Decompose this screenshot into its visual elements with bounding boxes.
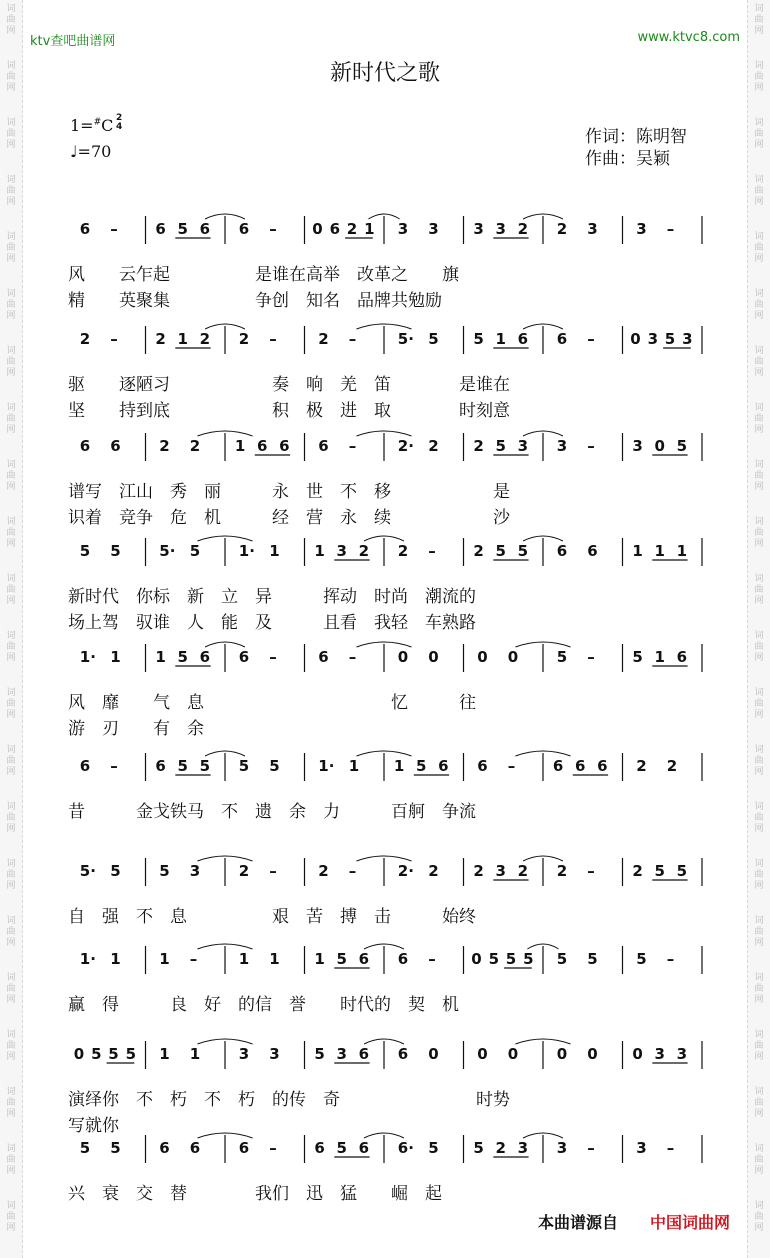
note: 0: [507, 1045, 519, 1063]
note: 6: [397, 1045, 409, 1063]
watermark-glyphs-right: 词 曲 网: [754, 61, 764, 93]
note: –: [428, 542, 436, 560]
note: 3: [336, 542, 347, 560]
note: 3: [636, 1139, 647, 1157]
key-signature: [70, 116, 113, 135]
note: 0: [477, 648, 488, 666]
note: 5·: [79, 862, 96, 880]
watermark-glyphs-right: 词 曲 网: [754, 916, 764, 948]
note: 3: [676, 1045, 688, 1063]
note: 2: [397, 542, 409, 560]
note: –: [587, 437, 595, 455]
note: 6: [199, 220, 211, 238]
watermark-glyphs-right: 词 曲 网: [754, 745, 764, 777]
watermark-glyphs-right: 词 曲 网: [754, 1087, 764, 1119]
watermark-glyphs-left: 词 曲 网: [6, 61, 16, 93]
watermark-glyphs-right: 词 曲 网: [754, 1144, 764, 1176]
watermark-glyphs-left: 词 曲 网: [6, 1144, 16, 1176]
note: –: [269, 1139, 277, 1157]
note: 6·: [397, 1139, 414, 1157]
note: 6: [358, 1139, 370, 1157]
note: 5: [159, 862, 170, 880]
note: 2: [159, 437, 170, 455]
note: –: [348, 862, 357, 880]
note: 5: [189, 542, 201, 560]
note: 0: [507, 648, 519, 666]
watermark-glyphs-right: 词 曲 网: [754, 517, 764, 549]
watermark-glyphs-right: 词 曲 网: [754, 232, 764, 264]
note: 5: [79, 542, 91, 560]
note: 1·: [238, 542, 255, 560]
note: 6: [552, 757, 564, 775]
note: 1: [654, 648, 665, 666]
note: 6: [556, 542, 568, 560]
note: 3: [587, 220, 598, 238]
note: 1: [110, 950, 121, 968]
note: 1: [364, 220, 375, 238]
note: 5: [428, 1139, 439, 1157]
note: 5: [110, 1139, 121, 1157]
time-signature: [116, 114, 122, 132]
watermark-glyphs-left: 词 曲 网: [6, 745, 16, 777]
note: 5: [517, 542, 529, 560]
lyric-line: 谱写 江山 秀 丽 永 世 不 移 是: [68, 482, 510, 502]
note: 1: [234, 437, 246, 455]
note: 6: [587, 542, 598, 560]
watermark-glyphs-right: 词 曲 网: [754, 688, 764, 720]
watermark-glyphs-left: 词 曲 网: [6, 403, 16, 435]
note: –: [587, 648, 595, 666]
lyric-line: 驱 逐陋习 奏 响 羌 笛 是谁在: [68, 375, 510, 395]
note: –: [269, 862, 277, 880]
note: 5: [488, 950, 500, 968]
note: 1: [632, 542, 643, 560]
note: 1: [654, 542, 665, 560]
note: 5: [428, 330, 439, 348]
note: 5: [632, 648, 643, 666]
note: 5: [654, 862, 665, 880]
note: –: [269, 648, 277, 666]
song-title: 新时代之歌: [329, 61, 440, 86]
note: 1: [110, 648, 121, 666]
notation-row: [0, 745, 770, 793]
note: 2: [238, 330, 250, 348]
notation-row: [0, 318, 770, 366]
note: 0: [73, 1045, 85, 1063]
note: 1: [177, 330, 188, 348]
note: 6: [155, 220, 166, 238]
note: 0: [428, 648, 439, 666]
note: 2: [79, 330, 91, 348]
note: 6: [257, 437, 268, 455]
note: 6: [79, 757, 91, 775]
note: 5: [79, 1139, 91, 1157]
note: 6: [155, 757, 166, 775]
note: 5: [587, 950, 598, 968]
note: 5: [110, 862, 121, 880]
note: 5: [495, 542, 506, 560]
note: 5: [199, 757, 211, 775]
note: 3: [682, 330, 693, 348]
note: 1: [155, 648, 166, 666]
note: 2: [346, 220, 358, 238]
note: 3: [632, 437, 643, 455]
watermark-glyphs-right: 词 曲 网: [754, 1201, 764, 1233]
note: 5: [556, 950, 568, 968]
note: 6: [329, 220, 341, 238]
note: 2: [473, 542, 484, 560]
note: 1: [189, 1045, 201, 1063]
note: 6: [318, 648, 329, 666]
note: –: [348, 330, 357, 348]
note: 6: [159, 1139, 170, 1157]
note: 2: [358, 542, 370, 560]
lyric-line: 赢 得 良 好 的信 誉 时代的 契 机: [68, 995, 459, 1015]
watermark-glyphs-left: 词 曲 网: [6, 574, 16, 606]
note: 5: [556, 648, 568, 666]
note: 5: [636, 950, 647, 968]
note: 1: [159, 950, 170, 968]
note: 2: [199, 330, 211, 348]
note: –: [666, 220, 675, 238]
key-note: C: [101, 116, 114, 135]
note: 6: [517, 330, 529, 348]
watermark-glyphs-right: 词 曲 网: [754, 973, 764, 1005]
note: 6: [189, 1139, 201, 1157]
watermark-glyphs-right: 词 曲 网: [754, 460, 764, 492]
note: 1: [269, 950, 280, 968]
note: 3: [238, 1045, 250, 1063]
watermark-glyphs-right: 词 曲 网: [754, 574, 764, 606]
notation-row: [0, 1127, 770, 1175]
note: 0: [477, 1045, 488, 1063]
note: –: [348, 648, 357, 666]
note: 1·: [79, 648, 96, 666]
note: 6: [79, 220, 91, 238]
note: 3: [654, 1045, 665, 1063]
lyric-line: 新时代 你标 新 立 异 挥动 时尚 潮流的: [68, 587, 476, 607]
watermark-glyphs-left: 词 曲 网: [6, 1201, 16, 1233]
time-top: 2: [116, 113, 123, 123]
note: 5: [177, 648, 188, 666]
watermark-glyphs-left: 词 曲 网: [6, 175, 16, 207]
watermark-glyphs-right: 词 曲 网: [754, 859, 764, 891]
watermark-glyphs-left: 词 曲 网: [6, 859, 16, 891]
note: 6: [597, 757, 608, 775]
lyric-line: 昔 金戈铁马 不 遗 余 力 百舸 争流: [68, 802, 476, 822]
note: 6: [556, 330, 568, 348]
note: 5: [495, 437, 506, 455]
note: 5: [473, 330, 484, 348]
source-label: 本曲谱源自: [538, 1213, 619, 1232]
note: 5: [91, 1045, 102, 1063]
note: 5: [523, 950, 534, 968]
note: 1·: [79, 950, 96, 968]
lyric-line: 场上驾 驭谁 人 能 及 且看 我轻 车熟路: [68, 613, 476, 633]
lyric-line: 风 靡 气 息 忆 往: [68, 693, 476, 713]
note: 3: [495, 220, 506, 238]
note: 1: [159, 1045, 170, 1063]
note: 1·: [318, 757, 335, 775]
lyric-line: 精 英聚集 争创 知名 品牌共勉励: [68, 291, 442, 311]
note: 5: [177, 757, 188, 775]
notation-row: [0, 850, 770, 898]
note: 0: [654, 437, 665, 455]
note: 2·: [397, 437, 414, 455]
notation-row: [0, 938, 770, 986]
note: 1: [676, 542, 688, 560]
note: 2: [517, 862, 529, 880]
note: 0: [428, 1045, 439, 1063]
note: 3: [647, 330, 659, 348]
note: 2: [632, 862, 643, 880]
note: 5: [125, 1045, 137, 1063]
note: 0: [587, 1045, 598, 1063]
note: 2: [473, 437, 484, 455]
lyric-line: 坚 持到底 积 极 进 取 时刻意: [68, 401, 510, 421]
note: 2: [318, 330, 329, 348]
note: 2: [318, 862, 329, 880]
watermark-glyphs-left: 词 曲 网: [6, 232, 16, 264]
note: 0: [630, 330, 641, 348]
watermark-glyphs-left: 词 曲 网: [6, 1087, 16, 1119]
watermark-glyphs-left: 词 曲 网: [6, 517, 16, 549]
lyric-line: 识着 竞争 危 机 经 营 永 续 沙: [68, 508, 510, 528]
note: 6: [318, 437, 329, 455]
note: 3: [397, 220, 409, 238]
watermark-glyphs-left: 词 曲 网: [6, 688, 16, 720]
site-url-right[interactable]: www.ktvc8.com: [637, 30, 740, 45]
note: –: [110, 220, 118, 238]
notation-row: [0, 530, 770, 578]
note: –: [507, 757, 516, 775]
note: 0: [556, 1045, 568, 1063]
lyric-line: 写就你: [68, 1116, 119, 1136]
key-sharp: #: [93, 117, 102, 128]
note: –: [348, 437, 357, 455]
note: –: [110, 757, 118, 775]
note: 1: [314, 542, 325, 560]
note: 1: [238, 950, 250, 968]
notation-row: [0, 425, 770, 473]
note: 3: [428, 220, 439, 238]
note: 2: [495, 1139, 506, 1157]
time-bottom: 4: [116, 122, 123, 132]
note: 6: [238, 1139, 250, 1157]
note: 5·: [397, 330, 414, 348]
watermark-glyphs-right: 词 曲 网: [754, 4, 764, 36]
note: 5: [664, 330, 676, 348]
note: 6: [238, 648, 250, 666]
note: 6: [676, 648, 688, 666]
lyricist-credit: 作词：陈明智: [585, 127, 687, 147]
note: 6: [477, 757, 488, 775]
notation-row: [0, 636, 770, 684]
note: 2: [517, 220, 529, 238]
note: 2: [556, 862, 568, 880]
note: –: [269, 220, 277, 238]
notation-row: [0, 208, 770, 256]
note: 0: [471, 950, 482, 968]
note: 5: [416, 757, 427, 775]
note: 3: [517, 1139, 529, 1157]
note: 0: [312, 220, 323, 238]
note: –: [110, 330, 118, 348]
note: 6: [438, 757, 449, 775]
note: 3: [556, 1139, 568, 1157]
watermark-glyphs-left: 词 曲 网: [6, 916, 16, 948]
key-prefix: 1=: [70, 116, 94, 135]
note: 5: [269, 757, 280, 775]
note: 5: [676, 862, 688, 880]
note: 3: [336, 1045, 347, 1063]
note: 0: [632, 1045, 643, 1063]
note: 2: [556, 220, 568, 238]
note: 2: [636, 757, 647, 775]
note: –: [666, 950, 675, 968]
lyric-line: 风 云乍起 是谁在高举 改革之 旗: [68, 265, 459, 285]
note: –: [269, 330, 277, 348]
note: 3: [269, 1045, 280, 1063]
watermark-glyphs-right: 词 曲 网: [754, 346, 764, 378]
note: 5: [177, 220, 188, 238]
watermark-glyphs-right: 词 曲 网: [754, 631, 764, 663]
note: 3: [556, 437, 568, 455]
note: 2: [155, 330, 166, 348]
note: 5: [336, 1139, 347, 1157]
note: –: [428, 950, 436, 968]
note: 2·: [397, 862, 414, 880]
note: 2: [666, 757, 678, 775]
note: 6: [358, 1045, 370, 1063]
watermark-glyphs-left: 词 曲 网: [6, 631, 16, 663]
note: 6: [238, 220, 250, 238]
note: 6: [79, 437, 91, 455]
site-name-left[interactable]: ktv查吧曲谱网: [30, 34, 116, 49]
lyric-line: 演绎你 不 朽 不 朽 的传 奇 时势: [68, 1090, 510, 1110]
note: 3: [636, 220, 647, 238]
watermark-glyphs-left: 词 曲 网: [6, 289, 16, 321]
source-site[interactable]: 中国词曲网: [650, 1213, 731, 1232]
note: 2: [473, 862, 484, 880]
note: 5·: [159, 542, 176, 560]
note: 5: [110, 542, 121, 560]
watermark-glyphs-left: 词 曲 网: [6, 460, 16, 492]
note: 5: [505, 950, 517, 968]
note: 6: [358, 950, 370, 968]
note: 1: [314, 950, 325, 968]
watermark-glyphs-left: 词 曲 网: [6, 4, 16, 36]
note: 6: [397, 950, 409, 968]
watermark-glyphs-left: 词 曲 网: [6, 1030, 16, 1062]
note: –: [666, 1139, 675, 1157]
note: 5: [336, 950, 347, 968]
note: 2: [189, 437, 201, 455]
note: 5: [314, 1045, 325, 1063]
watermark-glyphs-right: 词 曲 网: [754, 403, 764, 435]
lyric-line: 自 强 不 息 艰 苦 搏 击 始终: [68, 907, 476, 927]
note: 3: [495, 862, 506, 880]
note: 3: [189, 862, 201, 880]
composer-credit: 作曲：吴颖: [585, 149, 670, 169]
note: 5: [473, 1139, 484, 1157]
note: 5: [108, 1045, 119, 1063]
note: 6: [199, 648, 211, 666]
watermark-glyphs-left: 词 曲 网: [6, 802, 16, 834]
tempo-marking: ♩=70: [70, 142, 112, 161]
note: 3: [473, 220, 484, 238]
lyric-line: 游 刃 有 余: [68, 719, 204, 739]
note: 2: [238, 862, 250, 880]
watermark-glyphs-left: 词 曲 网: [6, 346, 16, 378]
note: 5: [676, 437, 688, 455]
note: –: [587, 330, 595, 348]
notation-row: [0, 1033, 770, 1081]
note: 6: [314, 1139, 325, 1157]
note: 1: [393, 757, 405, 775]
watermark-glyphs-left: 词 曲 网: [6, 118, 16, 150]
note: 3: [517, 437, 529, 455]
note: 6: [110, 437, 121, 455]
lyric-line: 兴 衰 交 替 我们 迅 猛 崛 起: [68, 1184, 442, 1204]
watermark-glyphs-right: 词 曲 网: [754, 175, 764, 207]
note: –: [587, 862, 595, 880]
watermark-glyphs-left: 词 曲 网: [6, 973, 16, 1005]
note: 2: [428, 862, 439, 880]
note: 1: [269, 542, 280, 560]
note: 0: [397, 648, 409, 666]
note: 6: [279, 437, 290, 455]
note: 1: [348, 757, 360, 775]
note: 5: [238, 757, 250, 775]
watermark-glyphs-right: 词 曲 网: [754, 289, 764, 321]
note: –: [587, 1139, 595, 1157]
note: 6: [575, 757, 586, 775]
watermark-glyphs-right: 词 曲 网: [754, 118, 764, 150]
watermark-glyphs-right: 词 曲 网: [754, 802, 764, 834]
watermark-glyphs-right: 词 曲 网: [754, 1030, 764, 1062]
note: 1: [495, 330, 506, 348]
note: 2: [428, 437, 439, 455]
note: –: [189, 950, 198, 968]
